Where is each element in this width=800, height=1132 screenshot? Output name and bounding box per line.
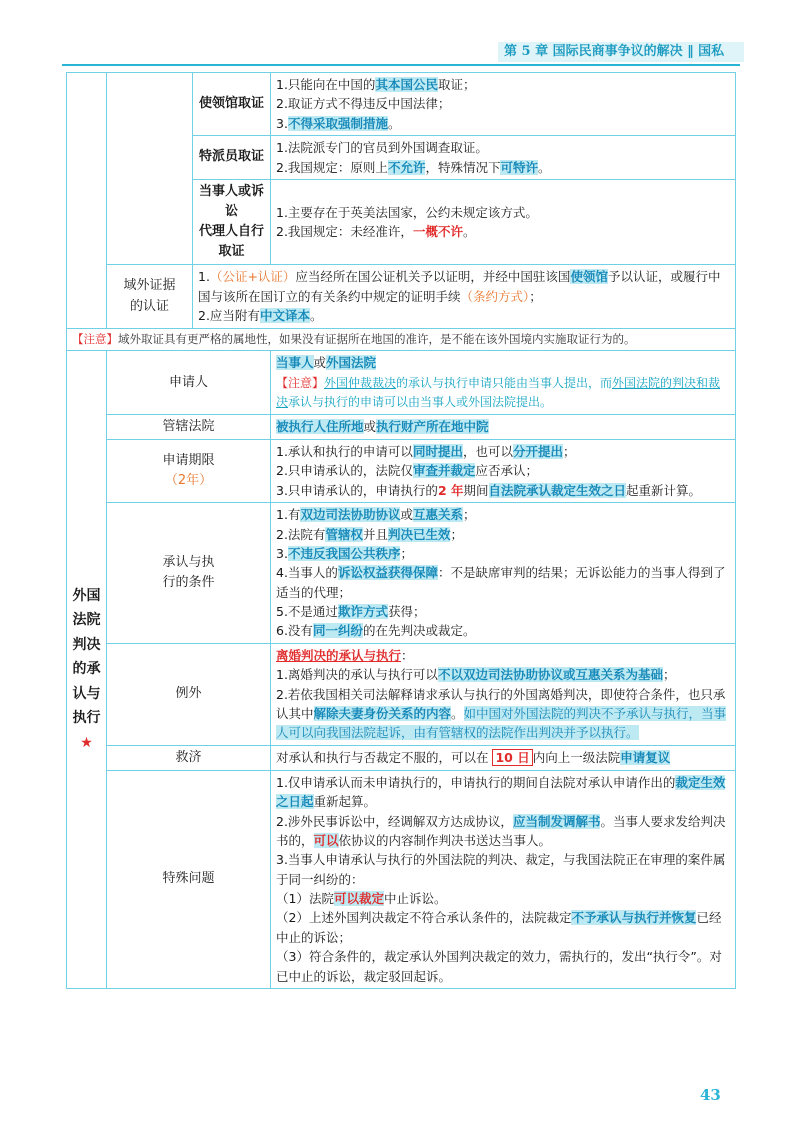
table-row: [67, 265, 736, 328]
row-content-consular: 1.只能向在中国的其本国公民取证； 2.取证方式不得违反中国法律； 3.不得采取强制措施。: [271, 73, 736, 136]
row-content-court: 被执行人住所地或执行财产所在地中院: [271, 414, 736, 439]
table-row: [67, 770, 736, 988]
row-content-cert: 1.（公证+认证）应当经所在国公证机关予以证明，并经中国驻该国使领馆予以认证，或履行中国与该所在国订立的有关条约中规定的证明手续（条约方式）； 2.应当附有中文译本。: [193, 265, 736, 328]
row-label-cert: 域外证据 的认证: [107, 265, 193, 328]
evidence-note: 【注意】域外取证具有更严格的属地性，如果没有证据所在地国的准许，是不能在该外国境内实施取证行为的。: [67, 328, 736, 351]
row-content-remedy: 对承认和执行与否裁定不服的，可以在 10 日 内向上一级法院申请复议: [271, 745, 736, 770]
table-row: [67, 414, 736, 439]
table-row: [67, 73, 736, 136]
row-label-period: 申请期限 （2年）: [107, 440, 271, 503]
content-table: [66, 72, 736, 989]
row-label-special: 特殊问题: [107, 770, 271, 988]
row-content-exception: 离婚判决的承认与执行： 1.离婚判决的承认与执行可以不以双边司法协助协议或互惠关系为基础； 2.若依我国相关司法解释请求承认与执行的外国离婚判决，即使符合条件，也只承认其中解除夫妻身份关系的内容。如中国对外国法院的判决不予承认与执行，当事人可以向我国法院起诉，由有管辖权的法院作出判决并予以执行。: [271, 643, 736, 745]
row-label-applicant: 申请人: [107, 351, 271, 415]
table-row: [67, 643, 736, 745]
row-label-consular: 使领馆取证: [193, 73, 271, 136]
chapter-header: 第 5 章 国际民商事争议的解决 ‖ 国私: [498, 42, 744, 62]
header-rule: [62, 64, 740, 66]
row-content-envoy: 1.法院派专门的官员到外国调查取证。 2.我国规定：原则上不允许，特殊情况下可特许。: [271, 136, 736, 180]
subsection-cell: [107, 73, 193, 265]
star-icon: ★: [80, 734, 93, 751]
table-row: [67, 745, 736, 770]
table-row: [67, 328, 736, 351]
row-label-exception: 例外: [107, 643, 271, 745]
row-content-period: 1.承认和执行的申请可以同时提出，也可以分开提出； 2.只申请承认的，法院仅审查并裁定应否承认； 3.只申请承认的，申请执行的2 年期间自法院承认裁定生效之日起重新计算。: [271, 440, 736, 503]
row-label-court: 管辖法院: [107, 414, 271, 439]
row-content-applicant: 当事人或外国法院 【注意】外国仲裁裁决的承认与执行申请只能由当事人提出，而外国法院的判决和裁决承认与执行的申请可以由当事人或外国法院提出。: [271, 351, 736, 415]
row-label-party: 当事人或诉讼 代理人自行取证: [193, 179, 271, 265]
row-content-conditions: 1.有双边司法协助协议或互惠关系； 2.法院有管辖权并且判决已生效； 3.不违反我国公共秩序； 4.当事人的诉讼权益获得保障：不是缺席审判的结果；无诉讼能力的当事人得到了适当的代理； 5.不是通过欺诈方式获得； 6.没有同一纠纷的在先判决或裁定。: [271, 503, 736, 644]
row-label-envoy: 特派员取证: [193, 136, 271, 180]
section-cell-evidence: [67, 73, 107, 329]
row-content-special: 1.仅申请承认而未申请执行的，申请执行的期间自法院对承认申请作出的裁定生效之日起重新起算。 2.涉外民事诉讼中，经调解双方达成协议，应当制发调解书。当事人要求发给判决书的，可以依协议的内容制作判决书送达当事人。 3.当事人申请承认与执行的外国法院的判决、裁定，与我国法院正在审理的案件属于同一纠纷的： （1）法院可以裁定中止诉讼。 （2）上述外国判决裁定不符合承认条件的，法院裁定不予承认与执行并恢复已经中止的诉讼； （3）符合条件的，裁定承认外国判决裁定的效力，需执行的，发出“执行令”。对已中止的诉讼，裁定驳回起诉。: [271, 770, 736, 988]
section-label-foreign-judgment: 外国 法院 判决 的承 认与 执行 ★: [67, 351, 107, 989]
table-row: [67, 440, 736, 503]
page-number: 43: [700, 1086, 721, 1104]
row-label-remedy: 救济: [107, 745, 271, 770]
table-row: [67, 503, 736, 644]
table-row: [67, 351, 736, 415]
row-label-conditions: 承认与执 行的条件: [107, 503, 271, 644]
row-content-party: 1.主要存在于英美法国家，公约未规定该方式。 2.我国规定：未经准许，一概不许。: [271, 179, 736, 265]
